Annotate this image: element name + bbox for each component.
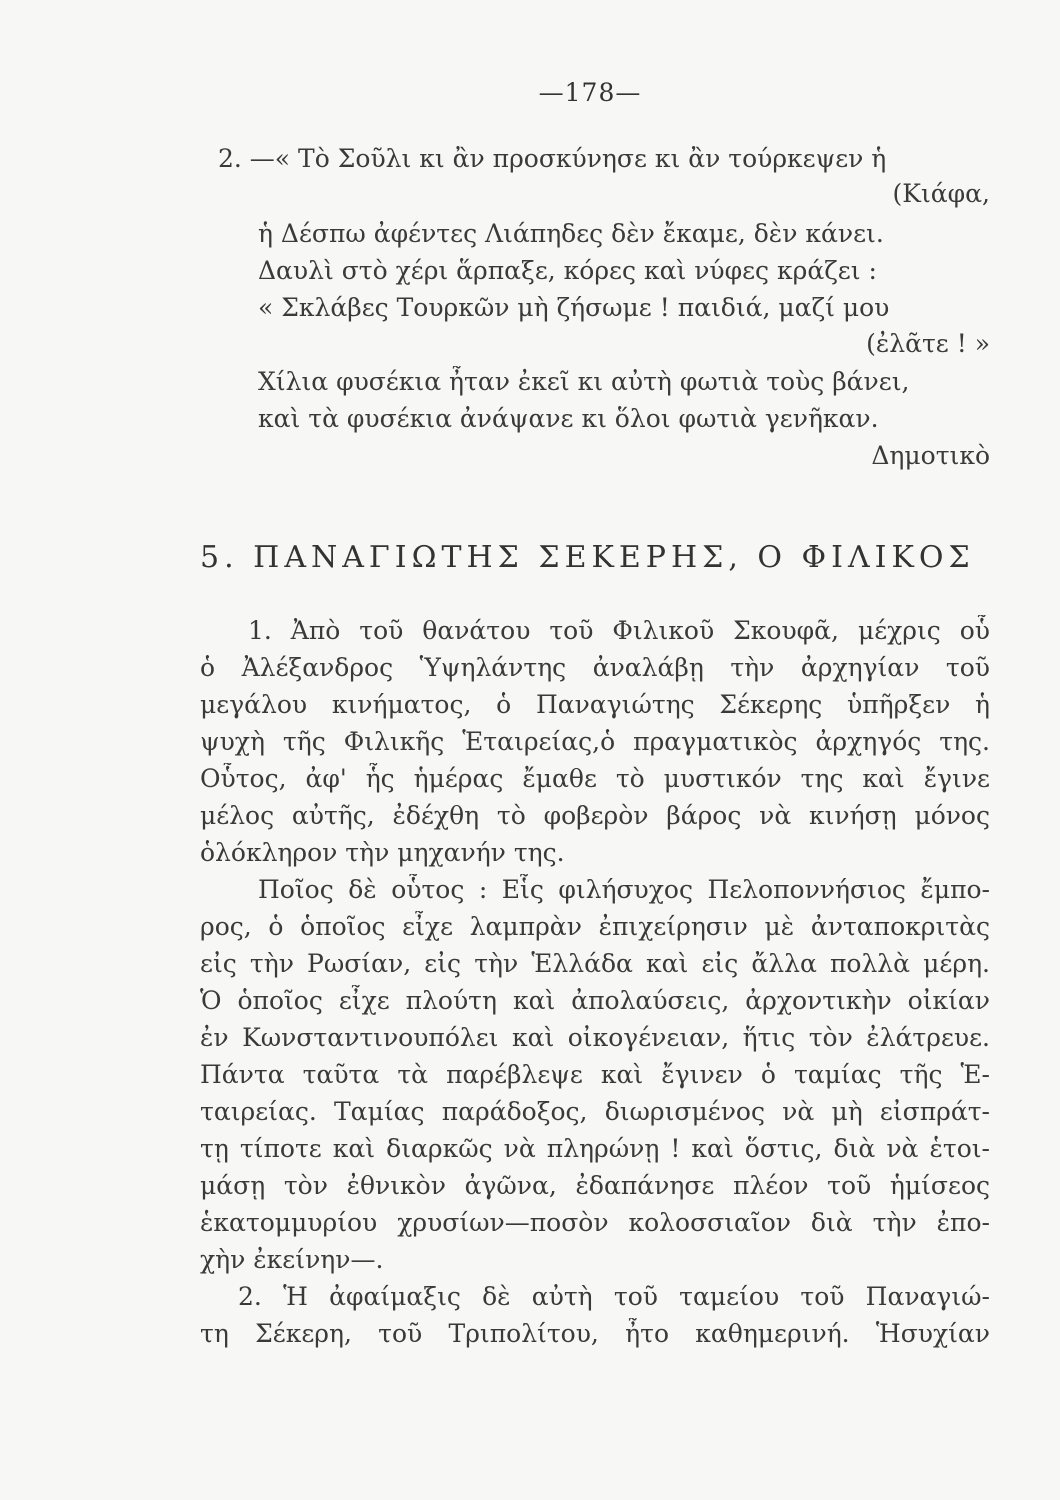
body-line: Πάντα ταῦτα τὰ παρέβλεψε καὶ ἔγινεν ὁ ταμίας τῆς Ἑ- <box>200 1060 990 1089</box>
body-line: Ποῖος δὲ οὗτος : Εἷς φιλήσυχος Πελοποννήσιος ἔμπο- <box>258 875 990 904</box>
poem-line-3: Δαυλὶ στὸ χέρι ἅρπαξε, κόρες καὶ νύφες κράζει : <box>258 256 877 285</box>
page-number: —178— <box>538 78 642 107</box>
poem-line-6: καὶ τὰ φυσέκια ἀνάψανε κι ὅλοι φωτιὰ γενῆκαν. <box>258 404 879 433</box>
body-line: Οὗτος, ἀφ' ἧς ἡμέρας ἔμαθε τὸ μυστικόν της καὶ ἔγινε <box>200 764 990 793</box>
poem-line-1-continuation: (Κιάφα, <box>892 179 990 208</box>
body-line: ἐν Κωνσταντινουπόλει καὶ οἰκογένειαν, ἥτις τὸν ἐλάτρευε. <box>200 1023 990 1052</box>
body-line: χὴν ἐκείνην—. <box>200 1245 384 1274</box>
poem-source: Δημοτικὸ <box>871 441 990 470</box>
body-line: ψυχὴ τῆς Φιλικῆς Ἑταιρείας,ὁ πραγματικὸς ἀρχηγός της. <box>200 727 990 756</box>
section-heading: 5. ΠΑΝΑΓΙΩΤΗΣ ΣΕΚΕΡΗΣ, Ο ΦΙΛΙΚΟΣ <box>200 540 975 575</box>
body-line: 1. Ἀπὸ τοῦ θανάτου τοῦ Φιλικοῦ Σκουφᾶ, μέχρις οὗ <box>248 616 990 645</box>
body-line: ταιρείας. Ταμίας παράδοξος, διωρισμένος νὰ μὴ εἰσπράτ- <box>200 1097 990 1126</box>
body-line: τῃ τίποτε καὶ διαρκῶς νὰ πληρώνῃ ! καὶ ὅστις, διὰ νὰ ἑτοι- <box>200 1134 990 1163</box>
body-line: ρος, ὁ ὁποῖος εἶχε λαμπρὰν ἐπιχείρησιν μὲ ἀνταποκριτὰς <box>200 912 990 941</box>
body-line: Ὁ ὁποῖος εἶχε πλούτη καὶ ἀπολαύσεις, ἀρχοντικὴν οἰκίαν <box>200 986 990 1015</box>
body-line: ὁ Ἀλέξανδρος Ὑψηλάντης ἀναλάβῃ τὴν ἀρχηγίαν τοῦ <box>200 653 990 682</box>
body-line: ὁλόκληρον τὴν μηχανήν της. <box>200 838 565 867</box>
body-line: τη Σέκερη, τοῦ Τριπολίτου, ἦτο καθημερινή. Ἡσυχίαν <box>200 1319 990 1348</box>
poem-line-1: 2. —« Τὸ Σοῦλι κι ἂν προσκύνησε κι ἂν τούρκεψεν ἡ <box>218 144 887 173</box>
poem-line-5: Χίλια φυσέκια ἦταν ἐκεῖ κι αὐτὴ φωτιὰ τοὺς βάνει, <box>258 367 910 396</box>
body-line: μάσῃ τὸν ἐθνικὸν ἀγῶνα, ἐδαπάνησε πλέον τοῦ ἡμίσεος <box>200 1171 990 1200</box>
body-line: ἑκατομμυρίου χρυσίων—ποσὸν κολοσσιαῖον διὰ τὴν ἐπο- <box>200 1208 990 1237</box>
poem-line-2: ἡ Δέσπω ἀφέντες Λιάπηδες δὲν ἔκαμε, δὲν κάνει. <box>258 219 884 248</box>
body-line: εἰς τὴν Ρωσίαν, εἰς τὴν Ἑλλάδα καὶ εἰς ἄλλα πολλὰ μέρη. <box>200 949 990 978</box>
body-line: 2. Ἡ ἀφαίμαξις δὲ αὐτὴ τοῦ ταμείου τοῦ Παναγιώ- <box>238 1282 990 1311</box>
body-line: μέλος αὐτῆς, ἐδέχθη τὸ φοβερὸν βάρος νὰ κινήσῃ μόνος <box>200 801 990 830</box>
body-line: μεγάλου κινήματος, ὁ Παναγιώτης Σέκερης ὑπῆρξεν ἡ <box>200 690 990 719</box>
poem-line-4: « Σκλάβες Τουρκῶν μὴ ζήσωμε ! παιδιά, μαζί μου <box>258 293 890 322</box>
poem-line-4-continuation: (ἐλᾶτε ! » <box>866 329 990 358</box>
